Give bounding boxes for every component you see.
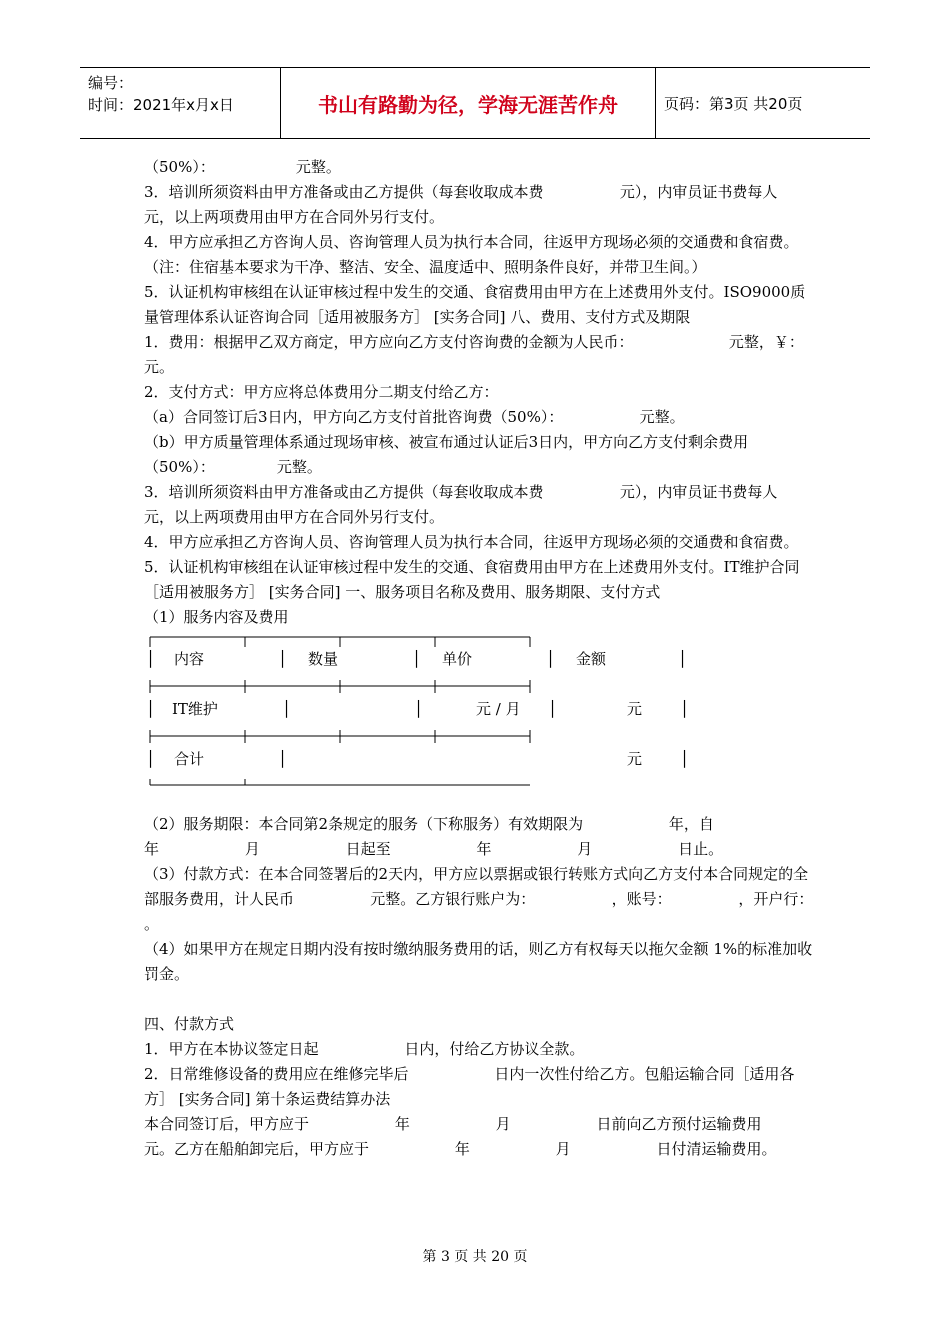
header-page-number: 页码：第3页 共20页 <box>664 94 803 113</box>
paragraph: 2．日常维修设备的费用应在维修完毕后 日内一次性付给乙方。包船运输合同［适用各方］ [实务合同] 第十条运费结算办法 <box>144 1065 795 1108</box>
table-row-divider: │ <box>680 700 690 718</box>
table-header-divider: │ <box>412 650 422 668</box>
paragraph-spacer <box>144 987 814 1012</box>
table-cell-amount: 元 <box>627 700 643 718</box>
paragraph: （2）服务期限：本合同第2条规定的服务（下称服务）有效期限为 年，自 年 月 日起至 年 月 日止。 <box>144 815 800 858</box>
table-header-content: 内容 <box>174 650 205 668</box>
paragraph: 4．甲方应承担乙方咨询人员、咨询管理人员为执行本合同，往返甲方现场必须的交通费和食宿费。（注：住宿基本要求为干净、整洁、安全、温度适中、照明条件良好，并带卫生间。） <box>144 233 799 276</box>
paragraph: 本合同签订后，甲方应于 年 月 日前向乙方预付运输费用 元。乙方在船舶卸完后，甲方应于 年 月 日付清运输费用。 <box>144 1115 848 1158</box>
paragraph: （3）付款方式：在本合同签署后的2天内，甲方应以票据或银行转账方式向乙方支付本合同规定的全部服务费用，计人民币 元整。乙方银行账户为： ，账号： ，开户行： 。 <box>144 865 900 933</box>
paragraph: （4）如果甲方在规定日期内没有按时缴纳服务费用的话，则乙方有权每天以拖欠金额 1%的标准加收罚金。 <box>144 940 813 983</box>
document-body <box>144 155 900 1162</box>
paragraph: 4．甲方应承担乙方咨询人员、咨询管理人员为执行本合同，往返甲方现场必须的交通费和食宿费。 <box>144 533 799 551</box>
paragraph: 5．认证机构审核组在认证审核过程中发生的交通、食宿费用由甲方在上述费用外支付。ISO9000质量管理体系认证咨询合同［适用被服务方］ [实务合同] 八、费用、支付方式及期限 <box>144 283 806 326</box>
paragraph: 5．认证机构审核组在认证审核过程中发生的交通、食宿费用由甲方在上述费用外支付。IT维护合同［适用被服务方］ [实务合同] 一、服务项目名称及费用、服务期限、支付方式 <box>144 558 800 601</box>
table-cell-total-amount: 元 <box>627 750 643 768</box>
section-heading: 四、付款方式 <box>144 1015 235 1033</box>
table-header-amount: 金额 <box>576 650 607 668</box>
table-header-divider: │ <box>146 650 156 668</box>
table-header-quantity: 数量 <box>308 650 339 668</box>
header-info <box>80 68 280 138</box>
paragraph: 2．支付方式：甲方应将总体费用分二期支付给乙方： <box>144 383 499 401</box>
paragraph: 1．甲方在本协议签定日起 日内，付给乙方协议全款。 <box>144 1040 585 1058</box>
document-date: 时间：2021年x月x日 <box>88 96 234 114</box>
table-cell-unit-price: 元 / 月 <box>476 700 521 718</box>
service-fee-table <box>144 633 814 808</box>
page-header <box>80 67 870 139</box>
document-number: 编号： <box>88 74 134 92</box>
paragraph: （1）服务内容及费用 <box>144 608 289 626</box>
table-row-divider: │ <box>146 700 156 718</box>
table-header-divider: │ <box>678 650 688 668</box>
table-cell-total-label: 合计 <box>174 750 205 768</box>
paragraph: 1．费用：根据甲乙双方商定，甲方应向乙方支付咨询费的金额为人民币： 元整，￥： 元。 <box>144 333 852 376</box>
table-row-divider: │ <box>548 700 558 718</box>
table-row-divider: │ <box>414 700 424 718</box>
table-row-divider: │ <box>278 750 288 768</box>
paragraph: （a）合同签订后3日内，甲方向乙方支付首批咨询费（50%）： 元整。 <box>144 408 685 426</box>
paragraph: （b）甲方质量管理体系通过现场审核、被宣布通过认证后3日内，甲方向乙方支付剩余费用（50%）： 元整。 <box>144 433 749 476</box>
table-row-divider: │ <box>282 700 292 718</box>
paragraph: 3．培训所须资料由甲方准备或由乙方提供（每套收取成本费 元），内审员证书费每人 元，以上两项费用由甲方在合同外另行支付。 <box>144 183 854 226</box>
table-row-divider: │ <box>146 750 156 768</box>
table-cell-item: IT维护 <box>172 700 218 718</box>
table-header-divider: │ <box>278 650 288 668</box>
table-rules <box>144 633 704 808</box>
paragraph: 3．培训所须资料由甲方准备或由乙方提供（每套收取成本费 元），内审员证书费每人 元，以上两项费用由甲方在合同外另行支付。 <box>144 483 854 526</box>
table-row-divider: │ <box>680 750 690 768</box>
page-footer: 第 3 页 共 20 页 <box>422 1249 528 1265</box>
header-motto: 书山有路勤为径，学海无涯苦作舟 <box>280 68 656 138</box>
paragraph: （50%）： 元整。 <box>144 158 341 176</box>
table-header-unit-price: 单价 <box>442 650 473 668</box>
table-header-divider: │ <box>546 650 556 668</box>
